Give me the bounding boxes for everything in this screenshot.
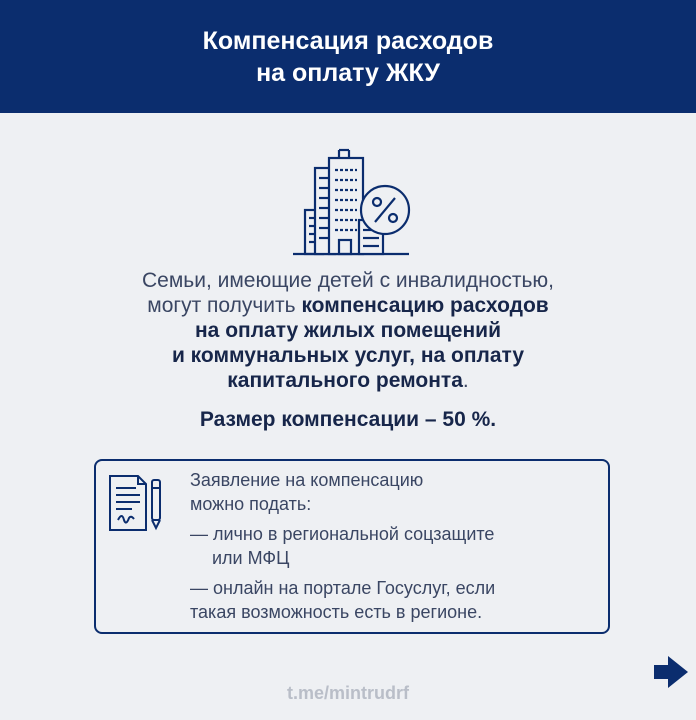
description-line1: Семьи, имеющие детей с инвалидностью, bbox=[141, 269, 555, 292]
header-banner bbox=[0, 0, 696, 113]
info-line1: Заявление на компенсацию bbox=[190, 470, 424, 490]
option-online-line2: такая возможность есть в регионе. bbox=[190, 602, 483, 622]
description-bold1: компенсацию расходов bbox=[301, 294, 549, 317]
option-online-line1: — онлайн на портале Госуслуг, если bbox=[190, 578, 496, 598]
page-title-line1: Компенсация расходов bbox=[202, 26, 494, 55]
description-bold4: капитального ремонта bbox=[227, 369, 463, 392]
document-pen-icon bbox=[108, 474, 168, 532]
compensation-size: Размер компенсации – 50 %. bbox=[199, 408, 497, 431]
option-personal-line1: — лично в региональной соцзащите bbox=[190, 524, 495, 544]
info-line2: можно подать: bbox=[190, 494, 312, 514]
building-percent-icon bbox=[293, 148, 413, 258]
channel-link[interactable]: t.me/mintrudrf bbox=[286, 683, 409, 703]
main-description bbox=[70, 268, 626, 393]
info-text bbox=[190, 468, 590, 624]
description-line5 bbox=[70, 368, 626, 393]
description-bold3: и коммунальных услуг, на оплату bbox=[171, 344, 525, 367]
option-personal-line2: или МФЦ bbox=[212, 548, 290, 568]
description-end: . bbox=[462, 369, 469, 392]
description-part2: могут получить bbox=[147, 294, 302, 317]
description-bold2: на оплату жилых помещений bbox=[195, 319, 501, 342]
page-title-line2: на оплату ЖКУ bbox=[256, 58, 440, 87]
description-line2 bbox=[70, 293, 626, 318]
